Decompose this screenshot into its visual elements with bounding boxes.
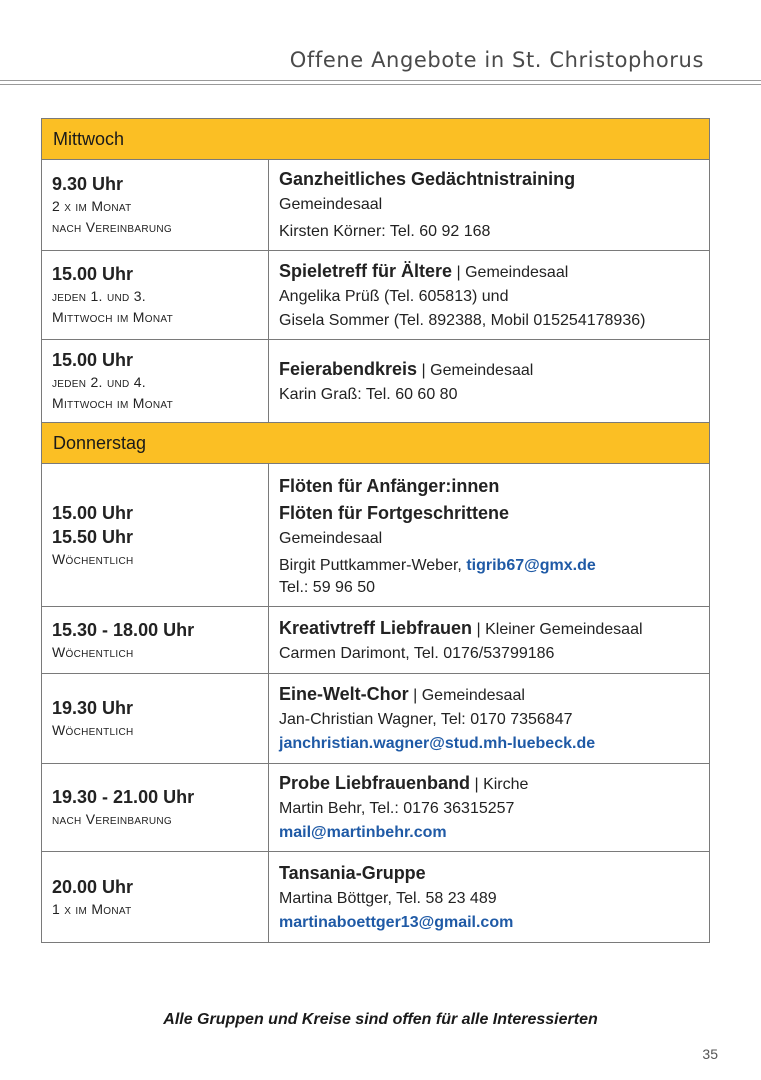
- contact: Jan-Christian Wagner, Tel: 0170 7356847: [279, 711, 573, 728]
- table-row: [42, 607, 710, 674]
- location-separator: |: [417, 361, 431, 379]
- frequency: jeden 1. und 3.: [52, 288, 146, 304]
- group-title: Flöten für Fortgeschrittene: [279, 502, 510, 523]
- contact: Angelika Prüß (Tel. 605813) und: [279, 287, 509, 305]
- time-cell: [42, 340, 269, 423]
- location: Gemeindesaal: [421, 687, 525, 704]
- group-title: Eine-Welt-Chor: [279, 684, 409, 704]
- page-number: 35: [702, 1046, 718, 1062]
- location-separator: |: [472, 620, 486, 638]
- frequency: nach Vereinbarung: [52, 811, 173, 827]
- frequency: Wöchentlich: [52, 550, 134, 567]
- contact: Martina Böttger, Tel. 58 23 489: [279, 889, 497, 907]
- frequency: Wöchentlich: [52, 722, 134, 738]
- info-cell: [269, 852, 710, 943]
- contact: Carmen Darimont, Tel. 0176/53799186: [279, 644, 555, 662]
- time: 19.30 Uhr: [52, 698, 134, 718]
- info-cell: [269, 674, 710, 764]
- group-title: Kreativtreff Liebfrauen: [279, 617, 473, 638]
- frequency: Mittwoch im Monat: [52, 395, 174, 411]
- time: 15.00 Uhr: [52, 264, 134, 284]
- time: 15.00 Uhr: [52, 350, 134, 370]
- time-cell: [42, 607, 269, 674]
- time: 9.30 Uhr: [52, 174, 124, 194]
- footer-note: Alle Gruppen und Kreise sind offen für alle Interessierten: [163, 1011, 598, 1028]
- email-link[interactable]: martinaboettger13@gmail.com: [279, 913, 514, 931]
- group-title: Spieletreff für Ältere: [279, 260, 453, 281]
- info-cell: [269, 340, 710, 423]
- time-cell: [42, 852, 269, 943]
- location-separator: |: [452, 263, 466, 281]
- frequency: jeden 2. und 4.: [52, 374, 146, 390]
- location: Gemeindesaal: [465, 263, 569, 281]
- email-link[interactable]: mail@martinbehr.com: [279, 824, 447, 841]
- location: Gemeindesaal: [279, 529, 383, 547]
- frequency: Wöchentlich: [52, 643, 134, 660]
- page-title: Offene Angebote in St. Christophorus: [289, 48, 704, 72]
- location: Kirche: [483, 776, 529, 793]
- day-header-wednesday: Mittwoch: [42, 119, 710, 160]
- phone: Tel.: 59 96 50: [279, 578, 376, 596]
- time-cell: [42, 464, 269, 607]
- info-cell: [269, 251, 710, 340]
- info-cell: [269, 464, 710, 607]
- contact: Kirsten Körner: Tel. 60 92 168: [279, 223, 491, 240]
- contact: Gisela Sommer (Tel. 892388, Mobil 015254178936): [279, 311, 646, 329]
- table-row: [42, 764, 710, 852]
- table-row: [42, 160, 710, 251]
- contact: Karin Graß: Tel. 60 60 80: [279, 385, 458, 403]
- location: Gemeindesaal: [279, 196, 383, 213]
- contact: Martin Behr, Tel.: 0176 36315257: [279, 800, 515, 817]
- location: Gemeindesaal: [430, 361, 534, 379]
- frequency: 2 x im Monat: [52, 198, 132, 214]
- day-header-thursday: Donnerstag: [42, 423, 710, 464]
- group-title: Ganzheitliches Gedächtnistraining: [279, 169, 576, 189]
- info-cell: [269, 764, 710, 852]
- table-row: [42, 674, 710, 764]
- time-cell: [42, 251, 269, 340]
- info-cell: [269, 607, 710, 674]
- contact: Birgit Puttkammer-Weber,: [279, 556, 462, 574]
- schedule-table: [41, 118, 710, 943]
- frequency: nach Vereinbarung: [52, 219, 173, 235]
- location-separator: |: [470, 776, 484, 793]
- time: 15.30 - 18.00 Uhr: [52, 619, 195, 640]
- table-row: [42, 251, 710, 340]
- time-cell: [42, 160, 269, 251]
- group-title: Tansania-Gruppe: [279, 862, 426, 883]
- table-row: [42, 464, 710, 607]
- email-link[interactable]: tigrib67@gmx.de: [466, 556, 596, 574]
- time-cell: [42, 764, 269, 852]
- day-header-row: [42, 119, 710, 160]
- email-link[interactable]: janchristian.wagner@stud.mh-luebeck.de: [279, 735, 596, 752]
- group-title: Probe Liebfrauenband: [279, 773, 471, 793]
- time: 19.30 - 21.00 Uhr: [52, 787, 195, 807]
- table-row: [42, 852, 710, 943]
- info-cell: [269, 160, 710, 251]
- header-rule-top: [0, 80, 761, 81]
- location: Kleiner Gemeindesaal: [485, 620, 643, 638]
- group-title: Flöten für Anfänger:innen: [279, 475, 500, 496]
- frequency: Mittwoch im Monat: [52, 309, 174, 325]
- time: 15.50 Uhr: [52, 526, 134, 547]
- time-cell: [42, 674, 269, 764]
- frequency: 1 x im Monat: [52, 900, 132, 917]
- table-row: [42, 340, 710, 423]
- time: 15.00 Uhr: [52, 502, 134, 523]
- location-separator: |: [408, 687, 422, 704]
- header-rule-bottom: [0, 84, 761, 85]
- time: 20.00 Uhr: [52, 876, 134, 897]
- day-header-row: [42, 423, 710, 464]
- group-title: Feierabendkreis: [279, 358, 418, 379]
